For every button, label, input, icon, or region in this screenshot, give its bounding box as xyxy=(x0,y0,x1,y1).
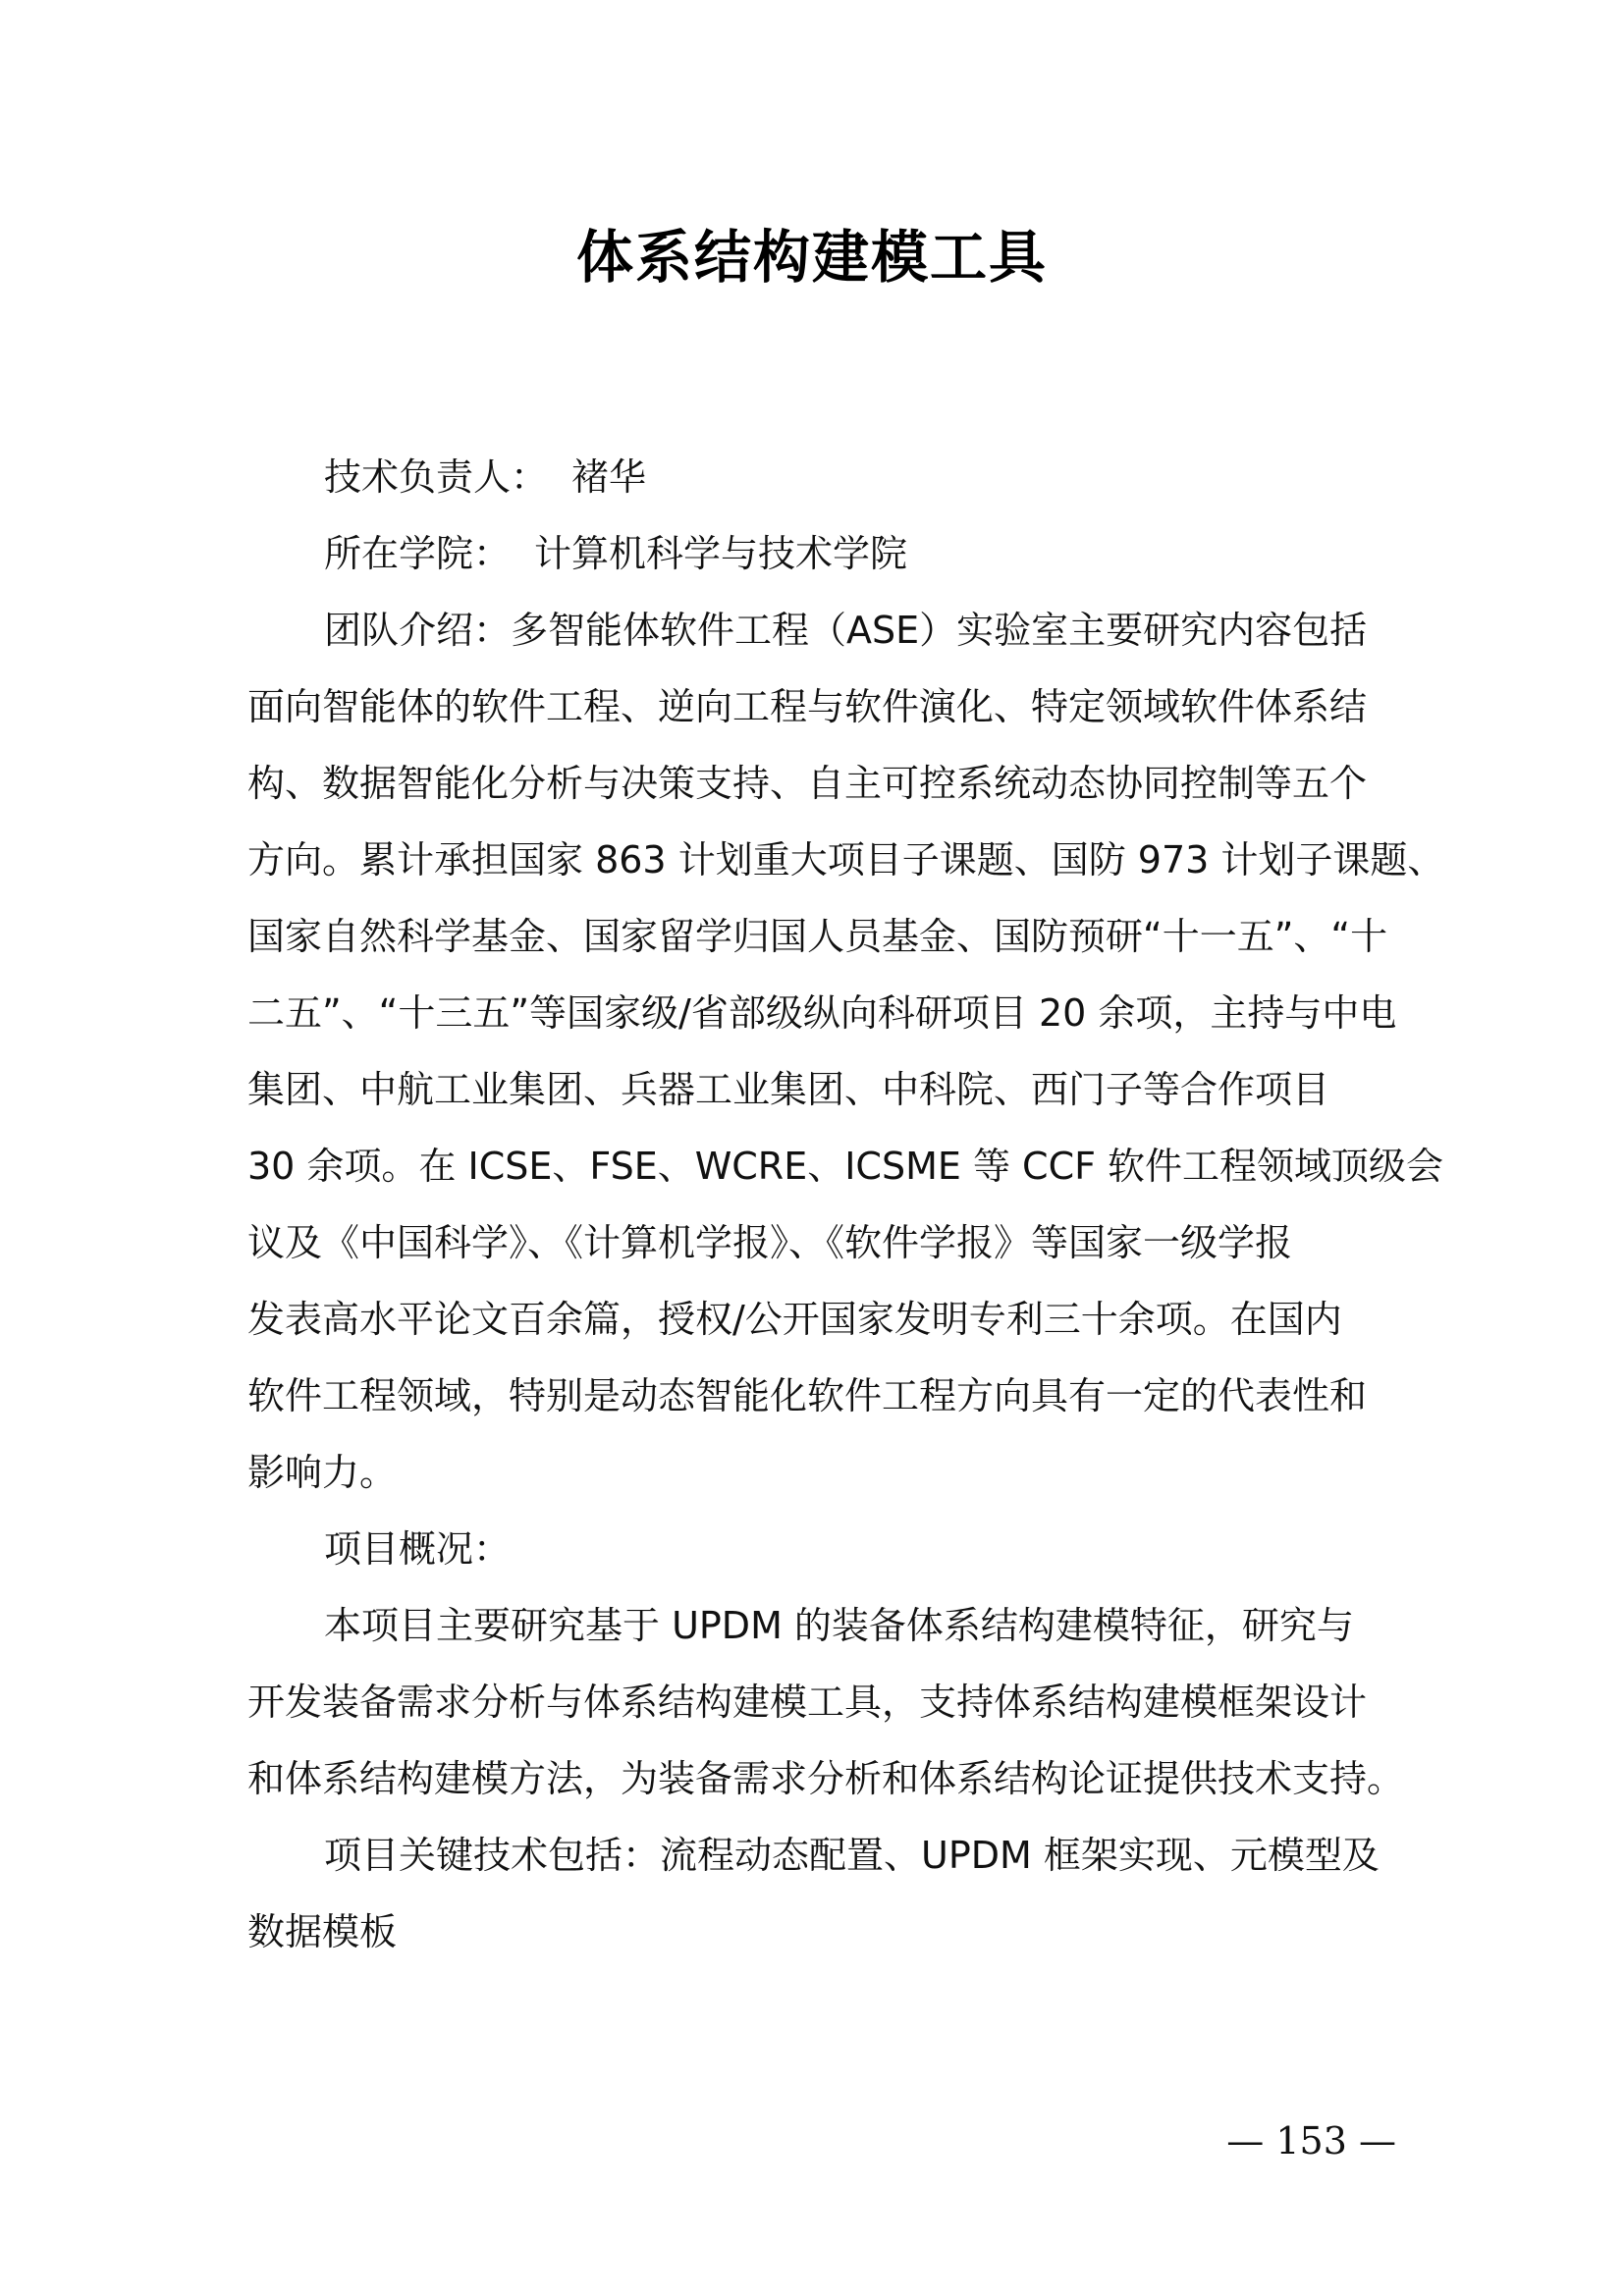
team-intro-line: 国家自然科学基金、国家留学归国人员基金、国防预研“十一五”、“十 xyxy=(247,915,1388,958)
tech-lead-line xyxy=(247,439,1396,515)
team-intro-line: 议及《中国科学》、《计算机学报》、《软件学报》等国家一级学报 xyxy=(247,1221,1293,1264)
team-intro-line: 发表高水平论文百余篇，授权/公开国家发明专利三十余项。在国内 xyxy=(247,1298,1342,1341)
tech-lead-label: 技术负责人： xyxy=(324,455,549,499)
team-intro-line: 30 余项。在 ICSE、FSE、WCRE、ICSME 等 CCF 软件工程领域顶级会 xyxy=(247,1145,1444,1188)
key-tech-line: 数据模板 xyxy=(247,1910,398,1953)
team-intro-line: 二五”、“十三五”等国家级/省部级纵向科研项目 20 余项，主持与中电 xyxy=(247,991,1397,1035)
tech-lead-value: 褚华 xyxy=(571,455,647,499)
document-body xyxy=(247,439,1445,1970)
page-title: 体系结构建模工具 xyxy=(575,224,1048,291)
overview-line: 本项目主要研究基于 UPDM 的装备体系结构建模特征，研究与 xyxy=(324,1604,1354,1647)
team-intro-line: 面向智能体的软件工程、逆向工程与软件演化、特定领域软件体系结 xyxy=(247,685,1368,728)
overview-line: 和体系结构建模方法，为装备需求分析和体系结构论证提供技术支持。 xyxy=(247,1757,1405,1800)
key-tech-line: 项目关键技术包括：流程动态配置、UPDM 框架实现、元模型及 xyxy=(324,1834,1380,1877)
overview-line: 开发装备需求分析与体系结构建模工具，支持体系结构建模框架设计 xyxy=(247,1681,1368,1724)
team-intro-line: 团队介绍：多智能体软件工程（ASE）实验室主要研究内容包括 xyxy=(324,609,1368,652)
team-intro-line: 影响力。 xyxy=(247,1451,398,1494)
page-number: — 153 — xyxy=(1226,2119,1396,2163)
team-intro-line: 软件工程领域，特别是动态智能化软件工程方向具有一定的代表性和 xyxy=(247,1374,1368,1417)
team-intro-line: 集团、中航工业集团、兵器工业集团、中科院、西门子等合作项目 xyxy=(247,1068,1330,1111)
team-intro-line: 方向。累计承担国家 863 计划重大项目子课题、国防 973 计划子课题、 xyxy=(247,838,1445,881)
overview-label: 项目概况： xyxy=(324,1527,512,1571)
team-intro-line: 构、数据智能化分析与决策支持、自主可控系统动态协同控制等五个 xyxy=(247,762,1368,805)
college-label: 所在学院： xyxy=(324,532,512,575)
college-value: 计算机科学与技术学院 xyxy=(534,532,908,575)
college-line xyxy=(247,515,1396,592)
